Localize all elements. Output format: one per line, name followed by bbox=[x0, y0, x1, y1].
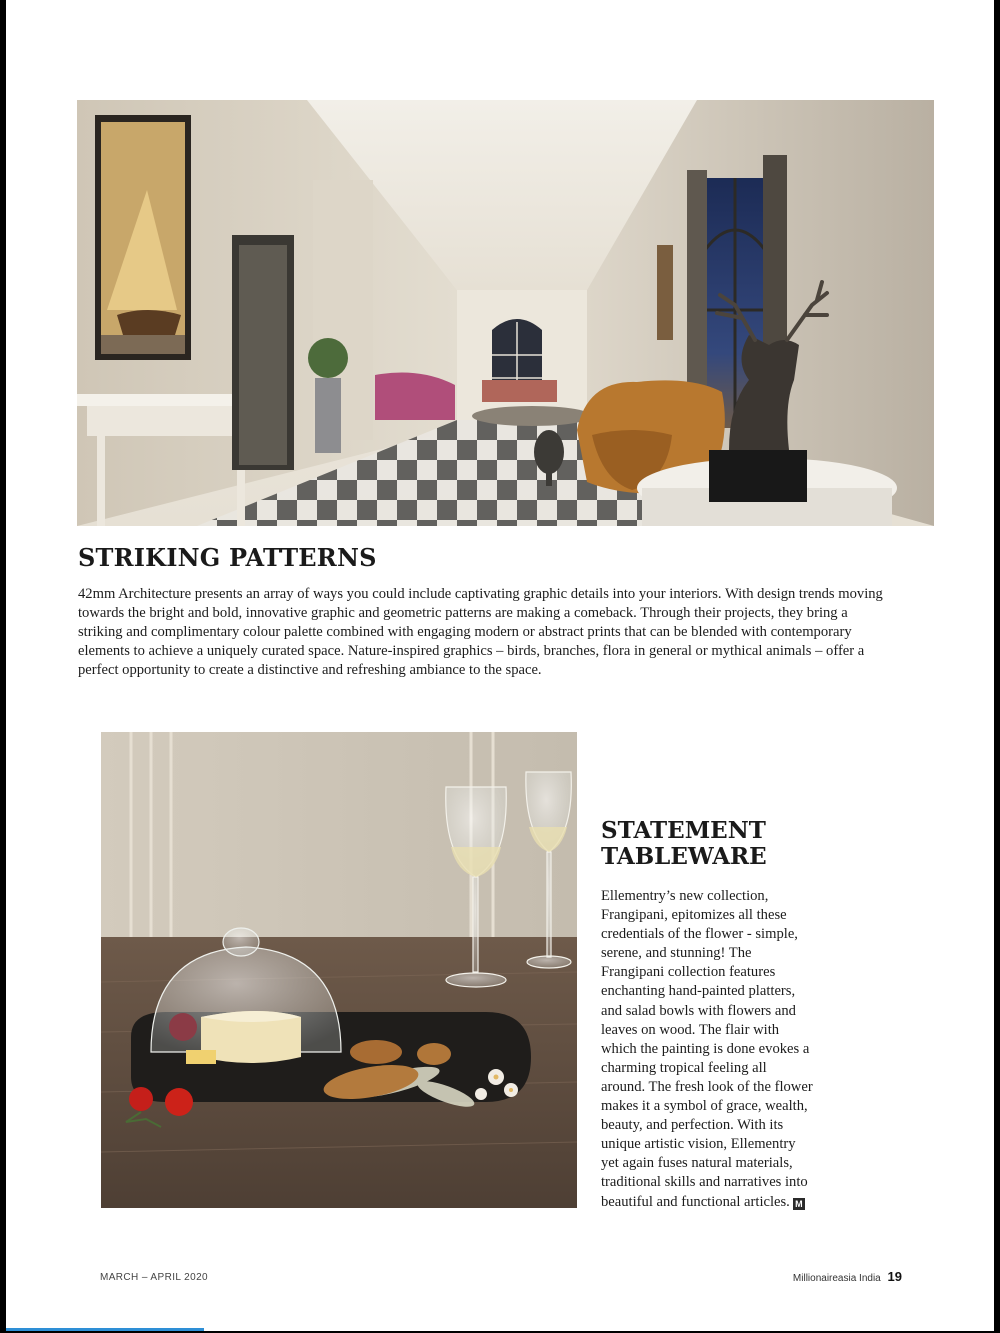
body-line: Frangipani collection features bbox=[601, 964, 776, 981]
body-line: unique artistic vision, Ellementry bbox=[601, 1136, 796, 1153]
striking-patterns-body: 42mm Architecture presents an array of ways you could include captivating graphic details into your interiors. With design trends moving towards the bright and bold, innovative graphic and geometric patterns are making a comeback. Through their projects, they bring a striking and complimentary colour palette combined with engaging modern or abstract prints that can be blended with contemporary elements to achieve a uniquely curated space. Nature-inspired graphics – birds, branches, flora in general or mythical animals – offer a perfect opportunity to create a distinctive and refreshing ambiance to the space. bbox=[78, 586, 883, 678]
heading-line: STATEMENT bbox=[601, 817, 766, 844]
body-line: Ellementry’s new collection, bbox=[601, 888, 769, 904]
body-line: traditional skills and narratives into bbox=[601, 1174, 808, 1191]
body-line: charming tropical feeling all bbox=[601, 1059, 767, 1076]
body-line-last bbox=[601, 1193, 837, 1212]
issue-date: MARCH – APRIL 2020 bbox=[100, 1272, 208, 1283]
tableware-photo bbox=[101, 732, 577, 1208]
page-number: 19 bbox=[887, 1269, 902, 1284]
publication-name: Millionaireasia India bbox=[792, 1273, 881, 1284]
body-line-text: beautiful and functional articles. bbox=[601, 1193, 790, 1210]
body-line: yet again fuses natural materials, bbox=[601, 1155, 793, 1172]
body-line: serene, and stunning! The bbox=[601, 945, 752, 962]
heading-statement-tableware bbox=[601, 818, 831, 870]
end-mark-icon: M bbox=[793, 1198, 805, 1210]
statement-tableware-body bbox=[601, 887, 837, 1212]
heading-line: TABLEWARE bbox=[601, 843, 767, 870]
living-room-photo bbox=[77, 100, 934, 526]
body-line: makes it a symbol of grace, wealth, bbox=[601, 1098, 808, 1115]
body-line: which the painting is done evokes a bbox=[601, 1040, 810, 1057]
body-line: around. The fresh look of the flower bbox=[601, 1078, 813, 1095]
body-line: credentials of the flower - simple, bbox=[601, 926, 798, 943]
body-line: beauty, and perfection. With its bbox=[601, 1117, 784, 1134]
magazine-page bbox=[6, 0, 994, 1331]
body-line: leaves on wood. The flair with bbox=[601, 1021, 780, 1038]
reading-progress-bar bbox=[6, 1328, 204, 1331]
body-line: and salad bowls with flowers and bbox=[601, 1002, 796, 1019]
heading-striking-patterns: STRIKING PATTERNS bbox=[78, 543, 377, 572]
body-line: Frangipani, epitomizes all these bbox=[601, 907, 787, 924]
body-line: enchanting hand-painted platters, bbox=[601, 983, 796, 1000]
page-footer bbox=[793, 1269, 902, 1284]
